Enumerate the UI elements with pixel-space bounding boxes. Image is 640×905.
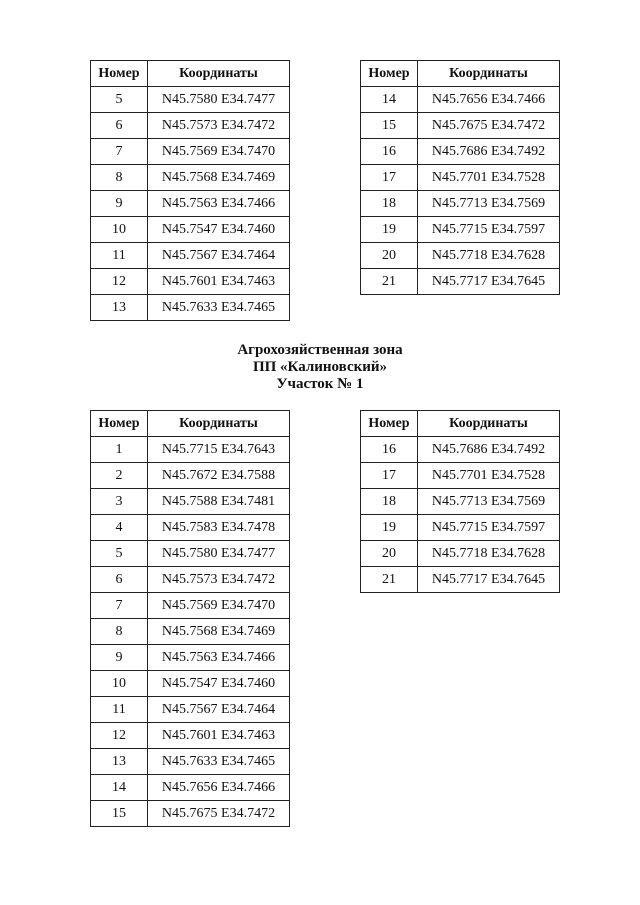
point-number: 19 <box>361 515 418 541</box>
table-row <box>361 463 560 489</box>
table-row <box>91 515 290 541</box>
point-number: 11 <box>91 243 148 269</box>
table-row <box>361 489 560 515</box>
coordinates-table-3 <box>90 410 290 827</box>
point-number: 18 <box>361 489 418 515</box>
point-number: 11 <box>91 697 148 723</box>
point-coordinates: N45.7583 E34.7478 <box>148 515 290 541</box>
point-coordinates: N45.7601 E34.7463 <box>148 269 290 295</box>
heading-farm: ПП «Калиновский» <box>252 359 388 375</box>
point-coordinates: N45.7601 E34.7463 <box>148 723 290 749</box>
point-coordinates: N45.7547 E34.7460 <box>148 671 290 697</box>
coordinates-table-2 <box>360 60 560 295</box>
table-header-row <box>91 61 290 87</box>
point-coordinates: N45.7569 E34.7470 <box>148 593 290 619</box>
column-header-coordinates: Координаты <box>418 411 560 437</box>
table-row <box>91 437 290 463</box>
point-number: 15 <box>361 113 418 139</box>
table-row <box>91 749 290 775</box>
point-coordinates: N45.7686 E34.7492 <box>418 139 560 165</box>
table-row <box>91 243 290 269</box>
point-coordinates: N45.7715 E34.7643 <box>148 437 290 463</box>
point-coordinates: N45.7656 E34.7466 <box>148 775 290 801</box>
point-number: 14 <box>361 87 418 113</box>
table-row <box>361 191 560 217</box>
table-row <box>91 671 290 697</box>
column-header-coordinates: Координаты <box>148 411 290 437</box>
point-number: 13 <box>91 295 148 321</box>
table-row <box>91 541 290 567</box>
point-coordinates: N45.7588 E34.7481 <box>148 489 290 515</box>
point-coordinates: N45.7715 E34.7597 <box>418 217 560 243</box>
point-coordinates: N45.7568 E34.7469 <box>148 619 290 645</box>
point-coordinates: N45.7563 E34.7466 <box>148 645 290 671</box>
point-coordinates: N45.7675 E34.7472 <box>148 801 290 827</box>
table-row <box>91 139 290 165</box>
table-row <box>361 139 560 165</box>
point-number: 21 <box>361 269 418 295</box>
heading-plot: Участок № 1 <box>276 376 364 392</box>
column-header-number: Номер <box>91 61 148 87</box>
point-number: 19 <box>361 217 418 243</box>
table-header-row <box>361 411 560 437</box>
section-heading <box>0 342 640 393</box>
table-row <box>91 113 290 139</box>
point-coordinates: N45.7717 E34.7645 <box>418 567 560 593</box>
point-coordinates: N45.7656 E34.7466 <box>418 87 560 113</box>
point-number: 14 <box>91 775 148 801</box>
coordinates-table-4 <box>360 410 560 593</box>
table-row <box>91 217 290 243</box>
point-coordinates: N45.7547 E34.7460 <box>148 217 290 243</box>
point-number: 18 <box>361 191 418 217</box>
point-number: 16 <box>361 139 418 165</box>
point-coordinates: N45.7715 E34.7597 <box>418 515 560 541</box>
table-row <box>91 645 290 671</box>
point-number: 5 <box>91 541 148 567</box>
point-number: 4 <box>91 515 148 541</box>
table-row <box>361 87 560 113</box>
point-coordinates: N45.7569 E34.7470 <box>148 139 290 165</box>
point-number: 12 <box>91 723 148 749</box>
point-number: 5 <box>91 87 148 113</box>
table-header-row <box>91 411 290 437</box>
point-number: 20 <box>361 541 418 567</box>
table-row <box>91 269 290 295</box>
column-header-number: Номер <box>361 411 418 437</box>
table-row <box>361 437 560 463</box>
point-coordinates: N45.7717 E34.7645 <box>418 269 560 295</box>
heading-zone: Агрохозяйственная зона <box>237 342 403 358</box>
point-number: 17 <box>361 165 418 191</box>
point-coordinates: N45.7567 E34.7464 <box>148 243 290 269</box>
table-row <box>91 593 290 619</box>
point-coordinates: N45.7563 E34.7466 <box>148 191 290 217</box>
point-number: 9 <box>91 645 148 671</box>
point-number: 2 <box>91 463 148 489</box>
table-row <box>91 723 290 749</box>
point-number: 8 <box>91 165 148 191</box>
table-row <box>361 515 560 541</box>
point-number: 20 <box>361 243 418 269</box>
point-coordinates: N45.7686 E34.7492 <box>418 437 560 463</box>
point-number: 10 <box>91 671 148 697</box>
table-header-row <box>361 61 560 87</box>
point-coordinates: N45.7718 E34.7628 <box>418 541 560 567</box>
table-row <box>361 269 560 295</box>
point-number: 12 <box>91 269 148 295</box>
point-coordinates: N45.7573 E34.7472 <box>148 567 290 593</box>
point-number: 21 <box>361 567 418 593</box>
table-row <box>91 463 290 489</box>
table-row <box>91 801 290 827</box>
point-coordinates: N45.7633 E34.7465 <box>148 749 290 775</box>
point-number: 6 <box>91 113 148 139</box>
table-row <box>91 87 290 113</box>
point-coordinates: N45.7633 E34.7465 <box>148 295 290 321</box>
point-number: 8 <box>91 619 148 645</box>
table-row <box>91 489 290 515</box>
point-number: 15 <box>91 801 148 827</box>
column-header-number: Номер <box>361 61 418 87</box>
table-row <box>361 165 560 191</box>
table-row <box>91 165 290 191</box>
table-row <box>91 567 290 593</box>
point-coordinates: N45.7701 E34.7528 <box>418 463 560 489</box>
point-coordinates: N45.7580 E34.7477 <box>148 541 290 567</box>
table-row <box>91 191 290 217</box>
point-number: 16 <box>361 437 418 463</box>
table-row <box>91 619 290 645</box>
point-number: 7 <box>91 139 148 165</box>
column-header-coordinates: Координаты <box>148 61 290 87</box>
point-coordinates: N45.7573 E34.7472 <box>148 113 290 139</box>
table-row <box>91 775 290 801</box>
point-number: 17 <box>361 463 418 489</box>
point-number: 13 <box>91 749 148 775</box>
coordinates-table-1 <box>90 60 290 321</box>
table-row <box>361 541 560 567</box>
point-number: 1 <box>91 437 148 463</box>
point-coordinates: N45.7718 E34.7628 <box>418 243 560 269</box>
point-coordinates: N45.7701 E34.7528 <box>418 165 560 191</box>
point-number: 6 <box>91 567 148 593</box>
table-row <box>91 697 290 723</box>
table-row <box>361 567 560 593</box>
point-coordinates: N45.7672 E34.7588 <box>148 463 290 489</box>
column-header-number: Номер <box>91 411 148 437</box>
point-coordinates: N45.7580 E34.7477 <box>148 87 290 113</box>
table-row <box>91 295 290 321</box>
table-row <box>361 217 560 243</box>
point-number: 3 <box>91 489 148 515</box>
column-header-coordinates: Координаты <box>418 61 560 87</box>
point-number: 7 <box>91 593 148 619</box>
table-row <box>361 113 560 139</box>
point-coordinates: N45.7567 E34.7464 <box>148 697 290 723</box>
point-coordinates: N45.7568 E34.7469 <box>148 165 290 191</box>
point-coordinates: N45.7675 E34.7472 <box>418 113 560 139</box>
point-number: 9 <box>91 191 148 217</box>
point-number: 10 <box>91 217 148 243</box>
point-coordinates: N45.7713 E34.7569 <box>418 489 560 515</box>
point-coordinates: N45.7713 E34.7569 <box>418 191 560 217</box>
table-row <box>361 243 560 269</box>
